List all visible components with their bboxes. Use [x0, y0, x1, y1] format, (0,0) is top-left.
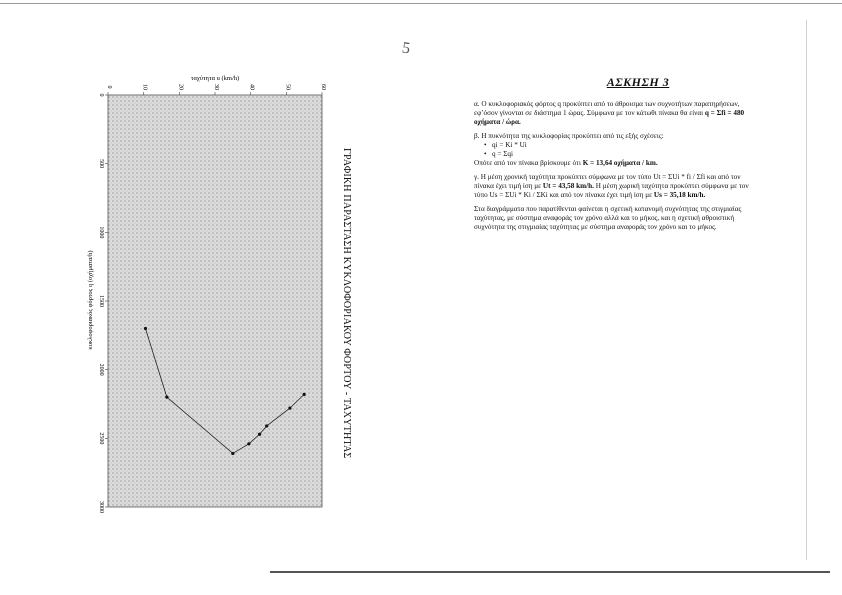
plot-area: [108, 95, 322, 507]
part-b-prefix: Οπότε από τον πίνακα βρίσκουμε ότι: [474, 159, 581, 167]
x-tick-label: 50: [284, 84, 291, 90]
page-number-mark: 5: [400, 39, 412, 58]
part-a-result: q = Σfi = 480 οχήματα / ώρα.: [474, 109, 745, 126]
part-b-result-line: [474, 159, 750, 168]
data-point: [231, 452, 234, 455]
y-axis-label: κυκλοφοριακός φόρτος q (οχήματα/h): [87, 250, 94, 350]
relation-item: • q = Σqi: [484, 150, 750, 159]
exercise-heading: ΑΣΚΗΣΗ 3: [606, 75, 670, 89]
part-c: [474, 173, 750, 200]
part-c-result-1: Ut = 43,58 km/h.: [542, 182, 594, 190]
y-tick-label: 1000: [98, 226, 104, 239]
relations-list: [474, 141, 750, 159]
y-tick-label: 2000: [98, 363, 104, 376]
data-point: [288, 407, 291, 410]
data-point: [265, 424, 268, 427]
x-tick-label: 60: [320, 84, 326, 90]
y-tick-label: 500: [98, 159, 104, 169]
x-tick-label: 30: [213, 84, 219, 90]
x-tick-label: 20: [177, 84, 184, 90]
part-b-result: K = 13,64 οχήματα / km.: [582, 159, 658, 167]
chart-title: ΓΡΑΦΙΚΗ ΠΑΡΑΣΤΑΣΗ ΚΥΚΛΟΦΟΡΙΑΚΟΥ ΦΟΡΤΟΥ - ΤΑΧΥΤΗΤΑΣ: [341, 148, 352, 459]
y-tick-label: 1500: [98, 295, 104, 307]
relation-item: • qi = Ki * Ui: [484, 141, 750, 150]
y-tick-label: 0: [98, 93, 104, 97]
y-tick-label: 2500: [98, 432, 104, 445]
part-c-result-2: Us = 35,18 km/h.: [653, 191, 706, 199]
x-axis-label: ταχύτητα u (km/h): [190, 75, 240, 82]
part-b-text: β. Η πυκνότητα της κυκλοφορίας προκύπτει από τις εξής σχέσεις:: [474, 132, 664, 140]
data-point: [247, 442, 250, 445]
closing-paragraph: Στα διαγράμματα που παρατίθενται φαίνεται η σχετική κατανομή συχνότητας της στιγμιαίας ταχύτητας, με σύστημα αναφοράς τον χρόνο αλλά και το μήκος, και η σχετική αθροιστική συχνότητα της στιγμιαίας ταχύτητας με σύστημα αναφοράς τον χρόνο και το μήκος.: [474, 205, 742, 231]
x-tick-label: 10: [141, 84, 148, 90]
part-c-text-1: γ. Η μέση χρονική ταχύτητα προκύπτει σύμφωνα με τον τύπο Ut = ΣUi * fi / Σfi και από τον πίνακα έχει τιμή ίση με: [474, 173, 741, 190]
data-point: [144, 327, 147, 330]
data-point: [303, 393, 306, 396]
x-tick-label: 40: [248, 83, 255, 90]
part-a-text: α. Ο κυκλοφοριακός φόρτος q προκύπτει από το άθροισμα των συχνοτήτων παρατηρήσεων, εφ’όσον γίνονται σε διάστημα 1 ώρας. Σύμφωνα με τον κάτωθι πίνακα θα είναι: [474, 100, 740, 117]
chart-title-vertical: [338, 148, 356, 459]
data-point: [258, 433, 261, 436]
part-a: [474, 100, 750, 127]
y-tick-label: 3000: [98, 501, 104, 513]
data-point: [165, 396, 168, 399]
x-tick-label: 0: [106, 85, 112, 89]
part-b: [474, 132, 750, 168]
part-c-text-2: Η μέση χωρική ταχύτητα προκύπτει σύμφωνα με τον τύπο Us = ΣUi * Ki / ΣKi και από τον πίνακα έχει τιμή ίση με: [474, 182, 749, 199]
exercise-text: [474, 75, 750, 237]
